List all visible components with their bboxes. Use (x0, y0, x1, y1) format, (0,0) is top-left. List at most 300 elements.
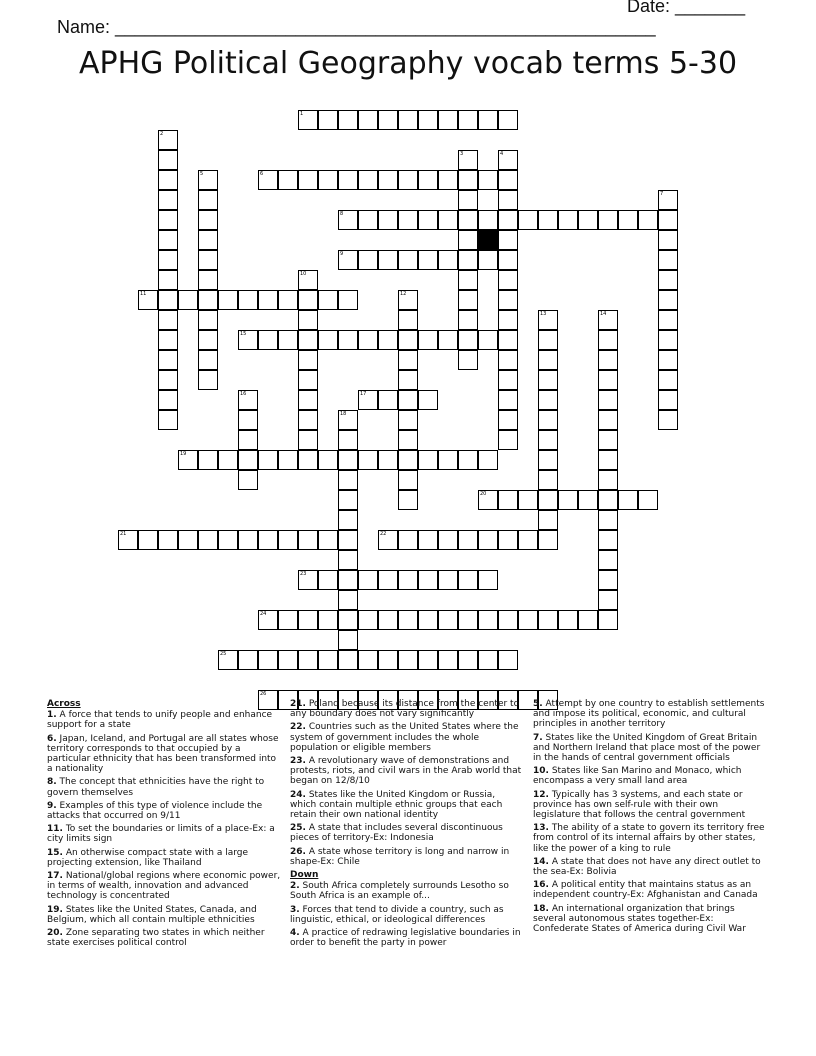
grid-cell[interactable] (498, 250, 518, 270)
grid-cell[interactable] (458, 650, 478, 670)
grid-cell[interactable] (258, 530, 278, 550)
grid-cell[interactable] (418, 250, 438, 270)
grid-cell[interactable] (418, 650, 438, 670)
grid-cell[interactable] (298, 270, 318, 290)
grid-cell[interactable] (518, 210, 538, 230)
grid-cell[interactable] (458, 350, 478, 370)
grid-cell[interactable] (358, 390, 378, 410)
grid-cell[interactable] (298, 450, 318, 470)
grid-cell[interactable] (478, 610, 498, 630)
grid-cell[interactable] (418, 210, 438, 230)
grid-cell[interactable] (458, 310, 478, 330)
grid-cell[interactable] (598, 310, 618, 330)
grid-cell[interactable] (538, 330, 558, 350)
grid-cell[interactable] (438, 170, 458, 190)
grid-cell[interactable] (358, 650, 378, 670)
grid-cell[interactable] (498, 530, 518, 550)
grid-cell[interactable] (438, 530, 458, 550)
grid-cell[interactable] (378, 450, 398, 470)
clue-number: 13 (540, 311, 547, 317)
grid-cell[interactable] (158, 190, 178, 210)
grid-cell[interactable] (318, 610, 338, 630)
grid-cell[interactable] (458, 170, 478, 190)
grid-cell[interactable] (538, 310, 558, 330)
grid-cell[interactable] (438, 210, 458, 230)
grid-cell[interactable] (398, 490, 418, 510)
grid-cell[interactable] (398, 110, 418, 130)
grid-cell[interactable] (438, 450, 458, 470)
across-clue (290, 756, 524, 787)
grid-cell[interactable] (398, 430, 418, 450)
clue-number: 12 (400, 291, 407, 297)
grid-cell[interactable] (338, 630, 358, 650)
grid-cell[interactable] (318, 650, 338, 670)
grid-cell[interactable] (158, 530, 178, 550)
grid-cell[interactable] (338, 510, 358, 530)
grid-cell[interactable] (158, 370, 178, 390)
grid-cell[interactable] (498, 410, 518, 430)
grid-cell[interactable] (618, 490, 638, 510)
grid-cell[interactable] (458, 530, 478, 550)
grid-cell[interactable] (358, 210, 378, 230)
grid-cell[interactable] (158, 390, 178, 410)
grid-cell[interactable] (378, 570, 398, 590)
grid-cell[interactable] (438, 110, 458, 130)
grid-cell[interactable] (338, 450, 358, 470)
grid-cell[interactable] (398, 570, 418, 590)
clue-column-1 (47, 699, 281, 951)
grid-cell[interactable] (378, 610, 398, 630)
grid-cell[interactable] (398, 290, 418, 310)
grid-cell[interactable] (198, 350, 218, 370)
grid-cell[interactable] (378, 390, 398, 410)
grid-cell[interactable] (458, 190, 478, 210)
clue-text: A political entity that maintains status as an independent country-Ex: Afghanistan and Canada (533, 880, 758, 901)
clue-text: A force that tends to unify people and enhance support for a state (47, 710, 273, 731)
grid-cell[interactable] (498, 270, 518, 290)
grid-cell[interactable] (418, 170, 438, 190)
grid-cell[interactable] (498, 490, 518, 510)
grid-cell[interactable] (378, 530, 398, 550)
grid-cell[interactable] (318, 330, 338, 350)
grid-cell[interactable] (398, 370, 418, 390)
grid-cell[interactable] (198, 270, 218, 290)
grid-cell[interactable] (218, 530, 238, 550)
grid-cell[interactable] (278, 530, 298, 550)
grid-cell[interactable] (378, 170, 398, 190)
grid-cell[interactable] (658, 270, 678, 290)
grid-cell[interactable] (538, 370, 558, 390)
grid-cell[interactable] (598, 570, 618, 590)
grid-cell[interactable] (338, 110, 358, 130)
grid-cell[interactable] (258, 450, 278, 470)
grid-cell[interactable] (338, 330, 358, 350)
grid-cell[interactable] (598, 410, 618, 430)
grid-cell[interactable] (578, 210, 598, 230)
grid-cell[interactable] (478, 210, 498, 230)
grid-cell[interactable] (198, 170, 218, 190)
grid-cell[interactable] (238, 390, 258, 410)
grid-cell[interactable] (538, 390, 558, 410)
grid-cell[interactable] (498, 210, 518, 230)
clue-number-label: 26. (290, 846, 306, 857)
grid-cell[interactable] (258, 330, 278, 350)
grid-cell[interactable] (458, 210, 478, 230)
date-field[interactable]: Date: _______ (627, 0, 746, 16)
grid-cell[interactable] (398, 250, 418, 270)
grid-cell[interactable] (538, 410, 558, 430)
grid-cell[interactable] (338, 470, 358, 490)
grid-cell[interactable] (498, 310, 518, 330)
grid-cell[interactable] (338, 210, 358, 230)
clue-text: An international organization that brings several autonomous states together-Ex: Confederate States of America during Civil War (533, 903, 746, 935)
grid-cell[interactable] (418, 570, 438, 590)
grid-cell[interactable] (498, 190, 518, 210)
grid-cell[interactable] (198, 450, 218, 470)
clue-number: 11 (140, 291, 147, 297)
grid-cell[interactable] (398, 310, 418, 330)
grid-cell[interactable] (618, 210, 638, 230)
grid-cell[interactable] (478, 170, 498, 190)
grid-cell[interactable] (238, 410, 258, 430)
grid-cell[interactable] (598, 490, 618, 510)
grid-cell[interactable] (178, 290, 198, 310)
clue-number-label: 19. (47, 904, 63, 915)
grid-cell[interactable] (398, 470, 418, 490)
grid-cell[interactable] (278, 290, 298, 310)
grid-cell[interactable] (538, 450, 558, 470)
grid-cell[interactable] (498, 150, 518, 170)
grid-cell[interactable] (258, 290, 278, 310)
grid-cell[interactable] (258, 610, 278, 630)
grid-cell[interactable] (598, 330, 618, 350)
clue-number: 15 (240, 331, 247, 337)
down-clue (290, 905, 524, 925)
grid-cell[interactable] (358, 250, 378, 270)
grid-cell[interactable] (338, 570, 358, 590)
grid-cell[interactable] (478, 450, 498, 470)
grid-cell[interactable] (158, 270, 178, 290)
grid-cell[interactable] (258, 650, 278, 670)
grid-cell[interactable] (158, 310, 178, 330)
grid-cell[interactable] (298, 530, 318, 550)
across-clue (47, 905, 281, 925)
grid-cell[interactable] (298, 170, 318, 190)
grid-cell[interactable] (438, 610, 458, 630)
grid-cell[interactable] (378, 650, 398, 670)
grid-cell[interactable] (218, 290, 238, 310)
grid-cell[interactable] (498, 330, 518, 350)
grid-cell[interactable] (538, 210, 558, 230)
grid-cell[interactable] (518, 490, 538, 510)
grid-cell[interactable] (578, 490, 598, 510)
grid-cell[interactable] (598, 370, 618, 390)
grid-cell[interactable] (218, 450, 238, 470)
grid-cell[interactable] (158, 410, 178, 430)
grid-cell[interactable] (198, 290, 218, 310)
grid-cell[interactable] (138, 530, 158, 550)
grid-cell[interactable] (198, 330, 218, 350)
grid-cell[interactable] (558, 490, 578, 510)
down-clue (533, 857, 767, 877)
grid-cell[interactable] (658, 410, 678, 430)
grid-cell[interactable] (658, 370, 678, 390)
grid-cell[interactable] (278, 450, 298, 470)
clue-number: 26 (260, 691, 267, 697)
grid-cell[interactable] (318, 530, 338, 550)
grid-cell[interactable] (498, 170, 518, 190)
grid-cell[interactable] (378, 210, 398, 230)
clue-number: 17 (360, 391, 367, 397)
grid-cell[interactable] (278, 650, 298, 670)
grid-cell[interactable] (538, 430, 558, 450)
grid-cell[interactable] (298, 610, 318, 630)
grid-cell[interactable] (298, 330, 318, 350)
clue-number: 21 (120, 531, 127, 537)
grid-cell[interactable] (598, 610, 618, 630)
grid-cell[interactable] (398, 210, 418, 230)
grid-cell[interactable] (518, 610, 538, 630)
grid-cell[interactable] (358, 570, 378, 590)
grid-cell[interactable] (238, 650, 258, 670)
grid-cell[interactable] (318, 290, 338, 310)
grid-cell[interactable] (498, 350, 518, 370)
grid-cell[interactable] (438, 650, 458, 670)
grid-cell[interactable] (458, 230, 478, 250)
grid-cell[interactable] (578, 610, 598, 630)
grid-cell[interactable] (298, 410, 318, 430)
grid-cell[interactable] (658, 390, 678, 410)
grid-cell[interactable] (358, 170, 378, 190)
grid-cell[interactable] (178, 530, 198, 550)
grid-cell[interactable] (318, 450, 338, 470)
grid-cell[interactable] (398, 170, 418, 190)
grid-cell[interactable] (298, 350, 318, 370)
grid-cell[interactable] (298, 430, 318, 450)
grid-cell[interactable] (538, 510, 558, 530)
grid-cell[interactable] (258, 170, 278, 190)
grid-cell[interactable] (658, 250, 678, 270)
grid-cell[interactable] (198, 530, 218, 550)
grid-cell[interactable] (598, 470, 618, 490)
grid-cell[interactable] (318, 110, 338, 130)
grid-cell[interactable] (358, 110, 378, 130)
grid-cell[interactable] (458, 110, 478, 130)
grid-cell[interactable] (118, 530, 138, 550)
grid-cell[interactable] (398, 530, 418, 550)
grid-cell[interactable] (498, 370, 518, 390)
grid-cell[interactable] (338, 610, 358, 630)
grid-cell[interactable] (158, 350, 178, 370)
grid-cell[interactable] (358, 610, 378, 630)
grid-cell[interactable] (498, 430, 518, 450)
grid-cell[interactable] (438, 330, 458, 350)
grid-cell[interactable] (478, 250, 498, 270)
grid-cell[interactable] (278, 610, 298, 630)
grid-cell[interactable] (398, 450, 418, 470)
grid-cell[interactable] (358, 330, 378, 350)
clue-text: South Africa completely surrounds Lesotho so South Africa is an example of... (290, 881, 509, 902)
grid-cell[interactable] (478, 110, 498, 130)
clue-number: 5 (200, 171, 204, 177)
grid-cell[interactable] (238, 330, 258, 350)
grid-cell[interactable] (338, 250, 358, 270)
grid-cell[interactable] (218, 650, 238, 670)
grid-cell[interactable] (298, 310, 318, 330)
grid-cell[interactable] (338, 170, 358, 190)
grid-cell[interactable] (298, 370, 318, 390)
grid-cell[interactable] (418, 530, 438, 550)
grid-cell[interactable] (318, 570, 338, 590)
grid-cell[interactable] (598, 550, 618, 570)
grid-cell[interactable] (178, 450, 198, 470)
grid-cell[interactable] (338, 430, 358, 450)
grid-cell[interactable] (498, 610, 518, 630)
grid-cell[interactable] (158, 290, 178, 310)
grid-cell[interactable] (338, 530, 358, 550)
grid-cell[interactable] (598, 450, 618, 470)
grid-cell[interactable] (298, 390, 318, 410)
grid-cell[interactable] (398, 610, 418, 630)
grid-cell[interactable] (418, 450, 438, 470)
grid-cell[interactable] (658, 190, 678, 210)
grid-cell[interactable] (538, 490, 558, 510)
grid-cell[interactable] (638, 210, 658, 230)
grid-cell[interactable] (158, 170, 178, 190)
grid-cell[interactable] (298, 570, 318, 590)
grid-cell[interactable] (398, 650, 418, 670)
grid-cell[interactable] (138, 290, 158, 310)
grid-cell[interactable] (338, 410, 358, 430)
grid-cell[interactable] (478, 530, 498, 550)
grid-cell[interactable] (418, 330, 438, 350)
grid-cell[interactable] (198, 310, 218, 330)
grid-cell[interactable] (478, 330, 498, 350)
grid-cell[interactable] (458, 250, 478, 270)
grid-cell[interactable] (658, 350, 678, 370)
grid-cell[interactable] (598, 350, 618, 370)
grid-cell[interactable] (458, 270, 478, 290)
grid-cell[interactable] (438, 250, 458, 270)
grid-cell[interactable] (238, 430, 258, 450)
clue-text: Examples of this type of violence include the attacks that occurred on 9/11 (47, 800, 263, 822)
grid-cell[interactable] (278, 330, 298, 350)
grid-cell[interactable] (478, 570, 498, 590)
grid-cell[interactable] (378, 110, 398, 130)
grid-cell[interactable] (538, 470, 558, 490)
grid-cell[interactable] (338, 550, 358, 570)
grid-cell[interactable] (338, 590, 358, 610)
clue-number: 22 (380, 531, 387, 537)
clue-number: 6 (260, 171, 264, 177)
grid-cell[interactable] (518, 530, 538, 550)
grid-cell[interactable] (458, 610, 478, 630)
grid-cell[interactable] (338, 490, 358, 510)
grid-cell[interactable] (598, 390, 618, 410)
grid-cell[interactable] (658, 210, 678, 230)
grid-cell[interactable] (198, 190, 218, 210)
grid-cell[interactable] (538, 530, 558, 550)
grid-cell[interactable] (478, 490, 498, 510)
grid-cell[interactable] (498, 650, 518, 670)
grid-cell[interactable] (158, 130, 178, 150)
grid-cell[interactable] (498, 110, 518, 130)
grid-cell[interactable] (158, 210, 178, 230)
grid-cell[interactable] (398, 410, 418, 430)
clue-number: 3 (460, 151, 464, 157)
grid-cell[interactable] (158, 230, 178, 250)
grid-cell[interactable] (158, 250, 178, 270)
grid-cell[interactable] (418, 110, 438, 130)
grid-cell[interactable] (458, 290, 478, 310)
down-clue (533, 880, 767, 900)
grid-cell[interactable] (198, 370, 218, 390)
grid-cell[interactable] (598, 530, 618, 550)
grid-cell[interactable] (338, 290, 358, 310)
grid-cell[interactable] (498, 390, 518, 410)
grid-cell[interactable] (158, 330, 178, 350)
grid-cell[interactable] (358, 450, 378, 470)
grid-cell[interactable] (558, 210, 578, 230)
grid-cell[interactable] (238, 530, 258, 550)
grid-cell[interactable] (238, 290, 258, 310)
grid-cell[interactable] (498, 290, 518, 310)
grid-cell[interactable] (658, 290, 678, 310)
grid-cell[interactable] (538, 350, 558, 370)
grid-cell[interactable] (338, 650, 358, 670)
grid-cell[interactable] (458, 150, 478, 170)
grid-cell[interactable] (398, 390, 418, 410)
grid-cell[interactable] (598, 430, 618, 450)
grid-cell[interactable] (198, 230, 218, 250)
grid-cell[interactable] (458, 570, 478, 590)
grid-cell[interactable] (658, 310, 678, 330)
grid-cell[interactable] (538, 610, 558, 630)
grid-cell[interactable] (318, 170, 338, 190)
grid-cell[interactable] (198, 250, 218, 270)
grid-cell[interactable] (598, 210, 618, 230)
name-field[interactable]: Name: ______________________________________________________ (57, 17, 656, 37)
grid-cell[interactable] (238, 450, 258, 470)
grid-cell[interactable] (658, 230, 678, 250)
grid-cell[interactable] (638, 490, 658, 510)
grid-cell[interactable] (458, 450, 478, 470)
grid-cell[interactable] (418, 610, 438, 630)
grid-cell[interactable] (418, 390, 438, 410)
grid-cell[interactable] (398, 350, 418, 370)
grid-cell[interactable] (598, 510, 618, 530)
grid-cell[interactable] (298, 110, 318, 130)
across-clue (47, 734, 281, 775)
grid-cell[interactable] (278, 170, 298, 190)
grid-cell[interactable] (298, 290, 318, 310)
grid-cell[interactable] (438, 570, 458, 590)
grid-cell[interactable] (498, 230, 518, 250)
grid-cell[interactable] (558, 610, 578, 630)
grid-cell[interactable] (598, 590, 618, 610)
grid-cell[interactable] (378, 250, 398, 270)
grid-cell[interactable] (298, 650, 318, 670)
grid-cell[interactable] (198, 210, 218, 230)
clue-number-label: 2. (290, 881, 300, 892)
grid-cell[interactable] (658, 330, 678, 350)
grid-cell[interactable] (398, 330, 418, 350)
grid-cell[interactable] (378, 330, 398, 350)
grid-cell[interactable] (458, 330, 478, 350)
grid-cell[interactable] (238, 470, 258, 490)
grid-cell[interactable] (478, 650, 498, 670)
grid-cell[interactable] (158, 150, 178, 170)
